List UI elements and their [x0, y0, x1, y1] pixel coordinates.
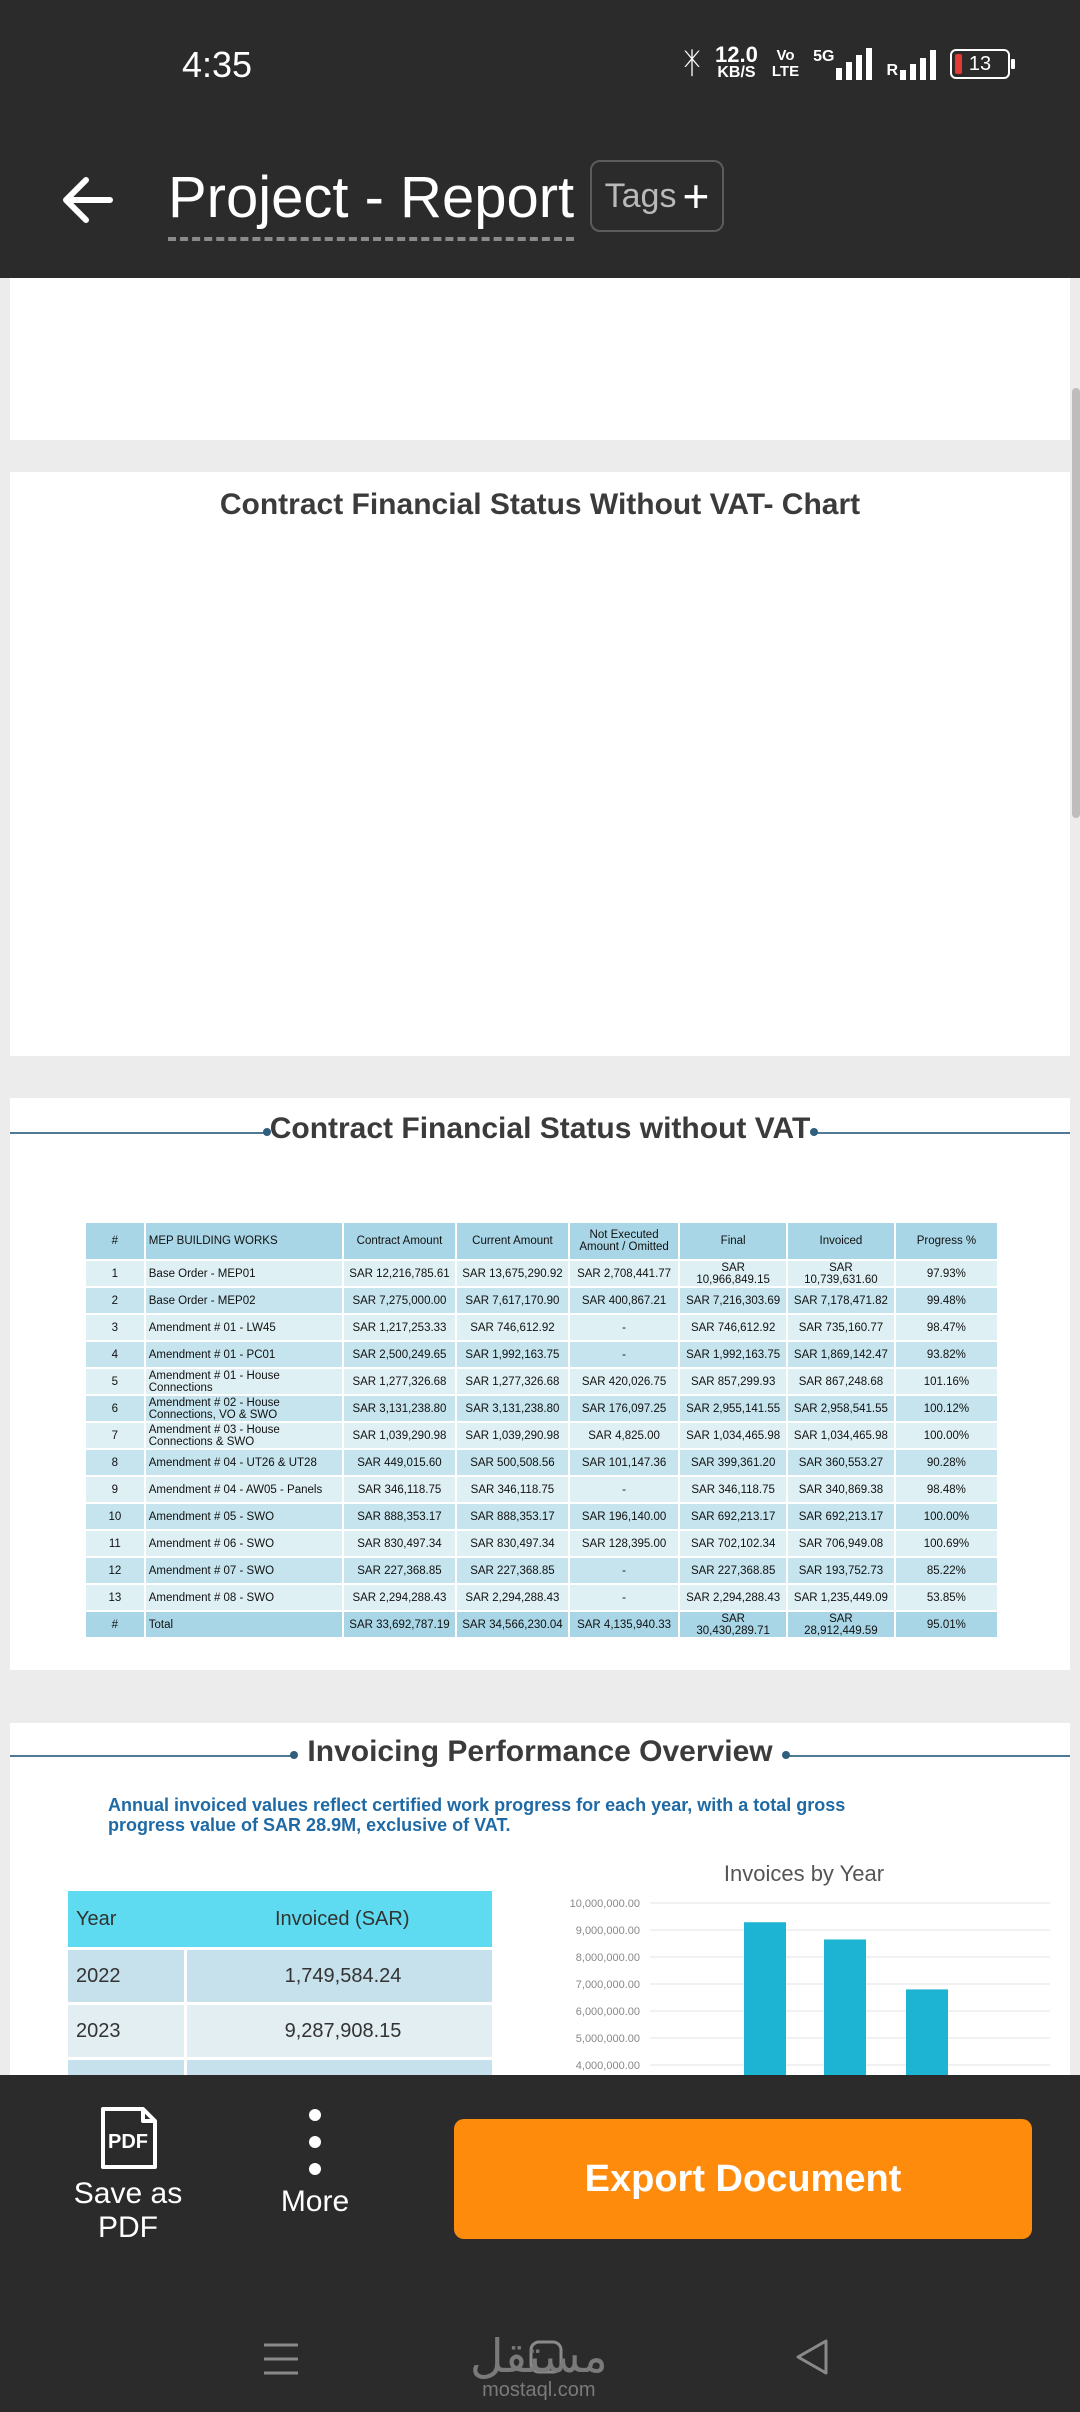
signal-roaming-icon: R	[886, 48, 936, 80]
table-row	[85, 1314, 998, 1341]
table-cell: SAR 34,566,230.04	[456, 1611, 569, 1638]
chart-bar	[824, 1939, 866, 2075]
table-row	[85, 1503, 998, 1530]
bluetooth-icon: ᛡ	[683, 47, 702, 80]
table-cell: #	[85, 1611, 145, 1638]
table-cell: SAR 30,430,289.71	[679, 1611, 787, 1638]
table-cell: SAR 2,294,288.43	[456, 1584, 569, 1611]
scrollbar[interactable]	[1072, 388, 1080, 818]
table-cell: -	[569, 1584, 679, 1611]
table-cell: 97.93%	[895, 1260, 998, 1287]
table-row	[85, 1476, 998, 1503]
table-cell: 8	[85, 1449, 145, 1476]
table-row	[85, 1395, 998, 1422]
page-invoicing	[10, 1723, 1070, 2075]
table-cell: SAR 500,508.56	[456, 1449, 569, 1476]
table-cell: SAR 10,966,849.15	[679, 1260, 787, 1287]
table-cell: SAR 28,912,449.59	[787, 1611, 895, 1638]
document-viewer[interactable]	[0, 278, 1080, 2075]
chart-y-tick-label: 6,000,000.00	[575, 2006, 640, 2018]
table-cell: 101.16%	[895, 1368, 998, 1395]
table-cell: SAR 1,039,290.98	[343, 1422, 456, 1449]
bottom-action-bar	[0, 2075, 1080, 2412]
table-cell: SAR 101,147.36	[569, 1449, 679, 1476]
chart-y-tick-label: 5,000,000.00	[575, 2033, 640, 2045]
page-financial-table	[10, 1098, 1070, 1670]
signal-5g-icon: 5G	[813, 48, 872, 80]
table-cell: 98.47%	[895, 1314, 998, 1341]
invoicing-section-header	[10, 1735, 1070, 1775]
table-cell: SAR 888,353.17	[343, 1503, 456, 1530]
table-cell: 3	[85, 1314, 145, 1341]
table-cell: SAR 128,395.00	[569, 1530, 679, 1557]
watermark-logo: مستقل mostaql.com	[470, 2329, 608, 2401]
table-cell: SAR 1,992,163.75	[456, 1341, 569, 1368]
table-header-cell: Final	[679, 1222, 787, 1260]
page-blank	[10, 278, 1070, 440]
table-cell: SAR 1,034,465.98	[787, 1422, 895, 1449]
invoices-table	[68, 1891, 492, 2075]
table-cell: SAR 830,497.34	[456, 1530, 569, 1557]
chart-y-tick-label: 4,000,000.00	[575, 2060, 640, 2072]
table-cell: SAR 196,140.00	[569, 1503, 679, 1530]
recent-apps-icon[interactable]	[262, 2341, 300, 2377]
table-cell: 4	[85, 1341, 145, 1368]
table-cell: SAR 227,368.85	[343, 1557, 456, 1584]
table-cell: SAR 1,235,449.09	[787, 1584, 895, 1611]
invoices-col-year: Year	[68, 1891, 185, 1949]
table-row: 2023 9,287,908.15	[68, 2004, 492, 2059]
status-bar	[0, 0, 1080, 130]
table-cell: -	[569, 1314, 679, 1341]
table-cell: SAR 1,217,253.33	[343, 1314, 456, 1341]
table-cell: 10	[85, 1503, 145, 1530]
table-header-cell: Invoiced	[787, 1222, 895, 1260]
table-header-cell: Progress %	[895, 1222, 998, 1260]
table-cell: 6	[85, 1395, 145, 1422]
table-row	[68, 2059, 492, 2076]
table-cell: Amendment # 01 - House Connections	[145, 1368, 343, 1395]
table-cell: SAR 735,160.77	[787, 1314, 895, 1341]
table-cell: 98.48%	[895, 1476, 998, 1503]
table-cell: 100.12%	[895, 1395, 998, 1422]
save-as-pdf-button[interactable]: PDF Save as PDF	[68, 2107, 188, 2245]
invoices-col-amount: Invoiced (SAR)	[185, 1891, 492, 1949]
chart-y-tick-label: 8,000,000.00	[575, 1952, 640, 1964]
chart-y-tick-label: 7,000,000.00	[575, 1979, 640, 1991]
table-cell: SAR 3,131,238.80	[343, 1395, 456, 1422]
table-cell: SAR 692,213.17	[679, 1503, 787, 1530]
table-cell: SAR 420,026.75	[569, 1368, 679, 1395]
table-cell: Amendment # 05 - SWO	[145, 1503, 343, 1530]
table-row	[85, 1530, 998, 1557]
status-time: 4:35	[182, 44, 253, 85]
table-cell: SAR 13,675,290.92	[456, 1260, 569, 1287]
table-cell: SAR 2,958,541.55	[787, 1395, 895, 1422]
volte-icon: Vo LTE	[771, 47, 800, 80]
table-cell: 1	[85, 1260, 145, 1287]
table-cell: -	[569, 1557, 679, 1584]
table-cell: SAR 10,739,631.60	[787, 1260, 895, 1287]
table-cell: 7	[85, 1422, 145, 1449]
table-row	[85, 1584, 998, 1611]
table-cell: SAR 400,867.21	[569, 1287, 679, 1314]
table-cell: 100.00%	[895, 1503, 998, 1530]
table-cell: 100.00%	[895, 1422, 998, 1449]
report-title[interactable]: Project - Report	[168, 164, 574, 241]
back-arrow-icon[interactable]	[58, 170, 118, 230]
table-cell: SAR 227,368.85	[456, 1557, 569, 1584]
financial-status-table	[84, 1221, 999, 1639]
table-cell: SAR 3,131,238.80	[456, 1395, 569, 1422]
table-cell: 90.28%	[895, 1449, 998, 1476]
table-cell: SAR 12,216,785.61	[343, 1260, 456, 1287]
table-cell: Amendment # 06 - SWO	[145, 1530, 343, 1557]
invoicing-subtitle: Annual invoiced values reflect certified work progress for each year, with a total gross progress value of SAR 28.9M, exclusive of VAT.	[108, 1795, 846, 1835]
tags-button[interactable]: Tags +	[590, 160, 724, 232]
export-document-button[interactable]: Export Document	[454, 2119, 1032, 2239]
table-cell: SAR 193,752.73	[787, 1557, 895, 1584]
table-cell: 11	[85, 1530, 145, 1557]
table-row	[85, 1260, 998, 1287]
page-chart-section	[10, 472, 1070, 1056]
table-cell: SAR 1,992,163.75	[679, 1341, 787, 1368]
table-cell: 12	[85, 1557, 145, 1584]
table-cell: Amendment # 01 - LW45	[145, 1314, 343, 1341]
table-cell: SAR 857,299.93	[679, 1368, 787, 1395]
table-cell: Base Order - MEP01	[145, 1260, 343, 1287]
table-header-cell: MEP BUILDING WORKS	[145, 1222, 343, 1260]
table-cell: SAR 2,708,441.77	[569, 1260, 679, 1287]
table-cell: SAR 2,294,288.43	[679, 1584, 787, 1611]
table-cell: Amendment # 04 - UT26 & UT28	[145, 1449, 343, 1476]
table-cell: 95.01%	[895, 1611, 998, 1638]
table-cell: 2	[85, 1287, 145, 1314]
table-cell: SAR 33,692,787.19	[343, 1611, 456, 1638]
table-cell: SAR 7,216,303.69	[679, 1287, 787, 1314]
pdf-file-icon: PDF	[99, 2107, 157, 2169]
chart-y-tick-label: 9,000,000.00	[575, 1925, 640, 1937]
table-cell: Amendment # 03 - House Connections & SWO	[145, 1422, 343, 1449]
table-header-cell: #	[85, 1222, 145, 1260]
table-cell: SAR 706,949.08	[787, 1530, 895, 1557]
table-cell: -	[569, 1341, 679, 1368]
table-cell: 93.82%	[895, 1341, 998, 1368]
table-cell: SAR 1,039,290.98	[456, 1422, 569, 1449]
table-cell: SAR 2,500,249.65	[343, 1341, 456, 1368]
table-section-title: Contract Financial Status without VAT	[269, 1112, 811, 1145]
more-button[interactable]: More	[265, 2107, 365, 2219]
table-cell: 53.85%	[895, 1584, 998, 1611]
table-cell: SAR 227,368.85	[679, 1557, 787, 1584]
status-icons	[683, 42, 1010, 82]
table-cell: SAR 7,178,471.82	[787, 1287, 895, 1314]
table-cell: SAR 2,294,288.43	[343, 1584, 456, 1611]
table-cell: Base Order - MEP02	[145, 1287, 343, 1314]
table-row	[85, 1422, 998, 1449]
table-cell: SAR 830,497.34	[343, 1530, 456, 1557]
table-cell: 13	[85, 1584, 145, 1611]
table-cell: -	[569, 1476, 679, 1503]
table-row	[85, 1368, 998, 1395]
table-cell: 85.22%	[895, 1557, 998, 1584]
table-cell: Total	[145, 1611, 343, 1638]
table-cell: SAR 746,612.92	[679, 1314, 787, 1341]
table-cell: SAR 4,135,940.33	[569, 1611, 679, 1638]
network-speed: 12.0 KB/S	[715, 42, 758, 81]
table-cell: SAR 888,353.17	[456, 1503, 569, 1530]
plus-icon: +	[682, 170, 710, 222]
table-cell: Amendment # 02 - House Connections, VO & SWO	[145, 1395, 343, 1422]
table-row: 2022 1,749,584.24	[68, 1949, 492, 2004]
table-header-cell: Contract Amount	[343, 1222, 456, 1260]
table-cell: 5	[85, 1368, 145, 1395]
table-cell: 100.69%	[895, 1530, 998, 1557]
table-cell: SAR 340,869.38	[787, 1476, 895, 1503]
table-cell: SAR 867,248.68	[787, 1368, 895, 1395]
table-cell: SAR 2,955,141.55	[679, 1395, 787, 1422]
battery-icon: 13	[950, 49, 1010, 79]
table-cell: SAR 1,277,326.68	[343, 1368, 456, 1395]
table-cell: SAR 1,869,142.47	[787, 1341, 895, 1368]
table-cell: SAR 360,553.27	[787, 1449, 895, 1476]
table-cell: SAR 1,034,465.98	[679, 1422, 787, 1449]
table-row	[85, 1341, 998, 1368]
table-cell: SAR 176,097.25	[569, 1395, 679, 1422]
table-cell: SAR 702,102.34	[679, 1530, 787, 1557]
table-cell: SAR 4,825.00	[569, 1422, 679, 1449]
table-header-cell: Not Executed Amount / Omitted	[569, 1222, 679, 1260]
back-triangle-icon[interactable]	[792, 2337, 832, 2377]
table-cell: SAR 346,118.75	[456, 1476, 569, 1503]
table-cell: Amendment # 07 - SWO	[145, 1557, 343, 1584]
table-row	[85, 1557, 998, 1584]
chart-bar	[744, 1922, 786, 2075]
table-row	[85, 1287, 998, 1314]
system-nav-bar	[0, 2305, 1080, 2412]
table-header-cell: Current Amount	[456, 1222, 569, 1260]
chart-bar	[906, 1989, 948, 2075]
table-cell: SAR 346,118.75	[679, 1476, 787, 1503]
table-section-header	[10, 1112, 1070, 1152]
invoicing-title: Invoicing Performance Overview	[307, 1735, 773, 1768]
table-cell: 99.48%	[895, 1287, 998, 1314]
table-cell: Amendment # 01 - PC01	[145, 1341, 343, 1368]
invoices-chart-title: Invoices by Year	[723, 1861, 885, 1886]
table-cell: SAR 1,277,326.68	[456, 1368, 569, 1395]
table-total-row	[85, 1611, 998, 1638]
app-bar	[0, 130, 1080, 278]
table-cell: SAR 7,617,170.90	[456, 1287, 569, 1314]
table-cell: SAR 346,118.75	[343, 1476, 456, 1503]
chart-section-title: Contract Financial Status Without VAT- Chart	[219, 488, 861, 521]
table-header-row	[85, 1222, 998, 1260]
table-cell: Amendment # 04 - AW05 - Panels	[145, 1476, 343, 1503]
table-cell: SAR 7,275,000.00	[343, 1287, 456, 1314]
table-row	[85, 1449, 998, 1476]
table-cell: SAR 746,612.92	[456, 1314, 569, 1341]
invoices-bar-chart	[520, 1891, 1060, 2075]
chart-y-tick-label: 10,000,000.00	[569, 1898, 640, 1910]
table-cell: 9	[85, 1476, 145, 1503]
table-cell: SAR 692,213.17	[787, 1503, 895, 1530]
table-cell: SAR 449,015.60	[343, 1449, 456, 1476]
table-cell: Amendment # 08 - SWO	[145, 1584, 343, 1611]
table-cell: SAR 399,361.20	[679, 1449, 787, 1476]
more-vertical-icon	[305, 2107, 325, 2177]
